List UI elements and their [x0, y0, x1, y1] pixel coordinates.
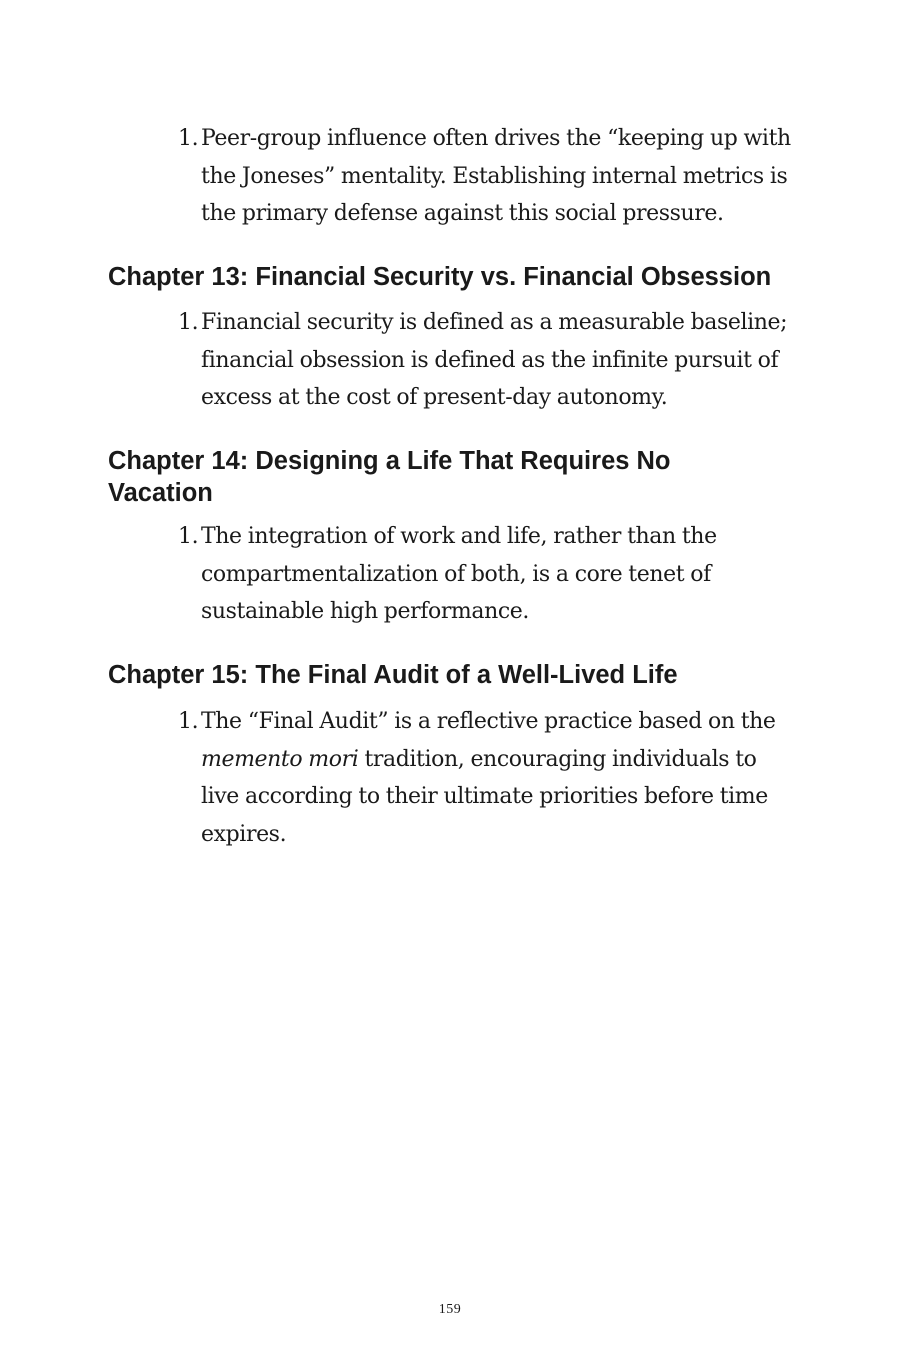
- list-item-text: The integration of work and life, rather than the compartmentalization of both, is a core tenet of sustainable high performance.: [201, 524, 717, 625]
- page-number: 159: [438, 1302, 462, 1317]
- list-item: [178, 703, 798, 853]
- list-item-text-part: tradition, encouraging individuals to live according to their ultimate priorities before time expires.: [201, 746, 768, 847]
- chapter-15-heading: Chapter 15: The Final Audit of a Well-Lived Life: [108, 661, 678, 689]
- list-item-text-part: The “Final Audit” is a reflective practice based on the: [201, 709, 776, 734]
- list-item-text: Peer-group influence often drives the “keeping up with the Joneses” mentality. Establishing internal metrics is the primary defense against this social pressure.: [201, 126, 791, 227]
- list-item: [178, 304, 798, 417]
- list-item-number: 1.: [178, 310, 199, 335]
- list-item-text: Financial security is defined as a measurable baseline; financial obsession is defined as the infinite pursuit of excess at the cost of present-day autonomy.: [201, 310, 788, 411]
- list-item-number: 1.: [178, 126, 199, 151]
- list-item: [178, 120, 798, 233]
- list-item: [178, 518, 798, 631]
- list-item-number: 1.: [178, 709, 199, 734]
- chapter-13-heading: Chapter 13: Financial Security vs. Financial Obsession: [108, 263, 772, 291]
- list-item-text: [201, 703, 798, 853]
- list-item-number: 1.: [178, 524, 199, 549]
- italic-term: memento mori: [201, 746, 359, 772]
- chapter-14-heading: Chapter 14: Designing a Life That Requires No Vacation: [108, 447, 671, 507]
